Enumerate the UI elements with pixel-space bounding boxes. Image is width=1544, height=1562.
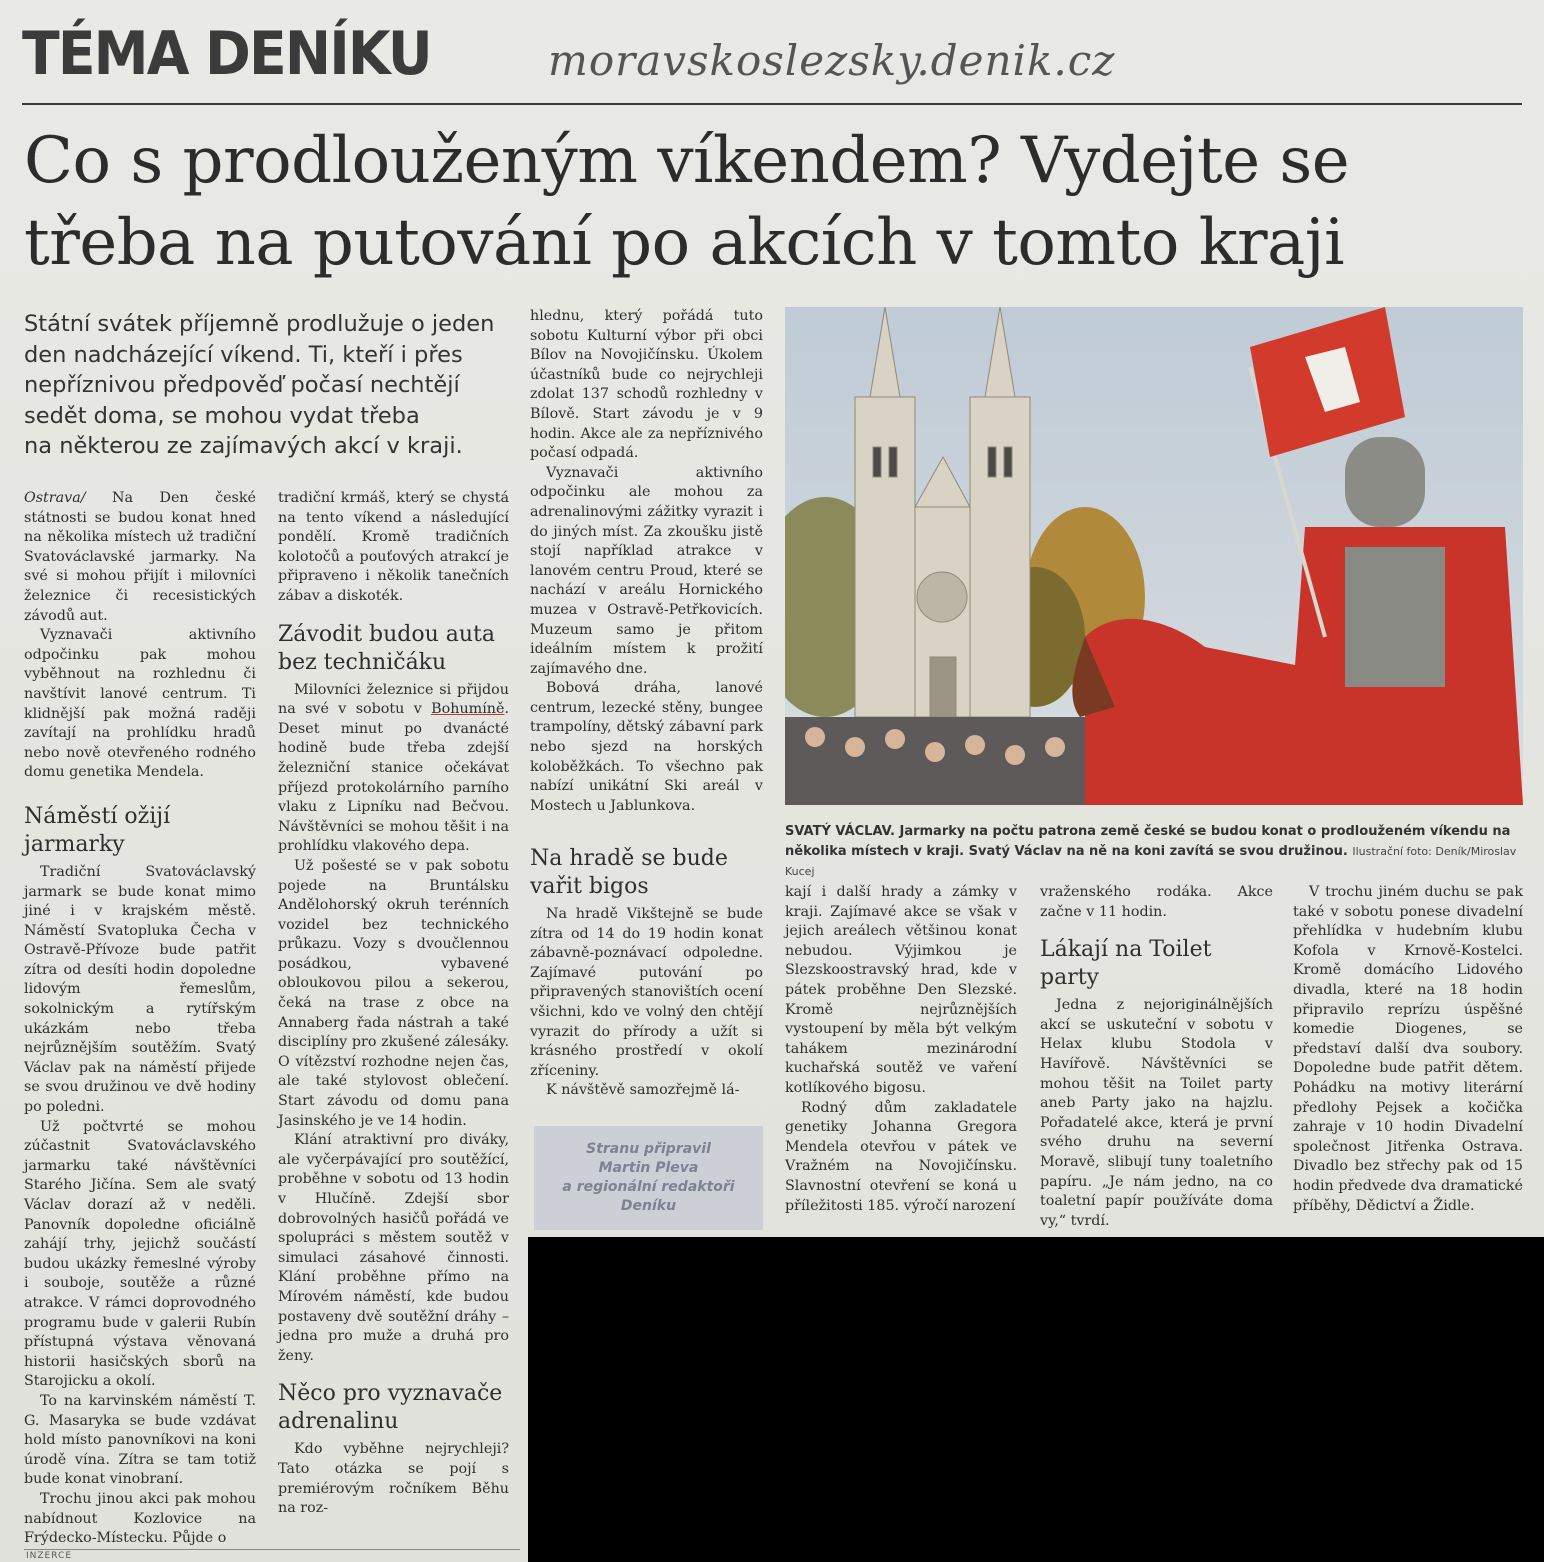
paragraph: To na karvinském náměstí T. G. Masaryka se bude vzdávat hold místo panovníkovi na koni úrodě vína. Zítra se tam totiž bude konat vinobraní. (24, 1392, 256, 1488)
paragraph: Už počtvrté se mohou zúčastnit Svatováclavského jarmarku také návštěvníci Starého Jičína. Sem ale svatý Václav dorazí až v neděli. Panovník dopoledne oficiálně zahájí trhy, jejichž součástí budou ukázky řemeslné výroby i souboje, soutěže a různé atrakce. V rámci doprovodného programu bude v galerii Rubín přístupná výstava věnovaná historii hasičských sborů na Starojicku a okolí. (24, 1118, 256, 1390)
article-column-4 (785, 883, 1017, 1216)
paragraph: K návštěvě samozřejmě lá- (546, 1082, 740, 1099)
paragraph-text: Na Den české státnosti se budou konat hned na několika místech už tradiční Svatováclavské jarmarky. Na své si mohou přijít i milovníci železnice či recesistických závodů aut. (24, 490, 256, 624)
paragraph: Vyznavači aktivního odpočinku ale mohou za adrenalinovými zážitky vyrazit i do jiných míst. Za zkoušku jistě stojí například atrakce v lanovém centru Proud, které se nachází v areálu Hornického muzea v Ostravě-Petřkovicích. Muzeum samo je přitom ideálním místem k prožití zajímavého dne. (530, 464, 763, 677)
editor-line: Martin Pleva (598, 1160, 699, 1176)
paragraph: Tradiční Svatováclavský jarmark se bude konat mimo jiné i v krajském městě. Náměstí Svatopluka Čecha v Ostravě-Přívoze bude patřit zítra od desíti hodin dopoledne lidovým řemeslům, sokolnickým a rytířským ukázkám nebo třeba nejrůznějším soutěžím. Svatý Václav pak na náměstí přijede se svou družinou ve dvě hodiny po poledni. (24, 863, 256, 1116)
article-column-5 (1040, 883, 1273, 1231)
paragraph: kají i další hrady a zámky v kraji. Zajímavé akce se však v jejich areálech většinou konat nebudou. Výjimkou je Slezskoostravský hrad, kde v pátek proběhne Den Slezské. Kromě nejrůznějších vystoupení by měla být velkým tahákem mezinárodní kuchařská soutěž ve vaření kotlíkového bigosu. (785, 884, 1017, 1096)
paragraph-text: Milovníci železnice si přijdou na své v sobotu v (278, 681, 509, 718)
headline-line-1: Co s prodlouženým víkendem? Vydejte se (24, 124, 1350, 198)
subheading: Závodit budou auta bez techničáku (278, 621, 496, 675)
lead-line: sedět doma, se mohou vydat třeba (24, 402, 420, 429)
photo-credit: Ilustrační foto: Deník/Miroslav Kucej (785, 845, 1517, 878)
subheading: Náměstí ožijí jarmarky (24, 803, 171, 857)
paragraph: Už pošesté se v pak sobotu pojede na Bruntálsku Andělohorský okruh terénních vozidel bez technického průkazu. Vozy s dvoučlennou posádkou, vybavené obloukovou pilou a sekerou, čeká na trase z obce na Annaberg řada nástrah a také disciplíny pro zkušené zálesáky. O vítězství rozhodne nejen čas, ale také stylovost oblečení. Start závodu od domu pana Jasinského je ve 14 hodin. (278, 857, 509, 1129)
paragraph: V trochu jiném duchu se pak také v sobotu ponese divadelní přehlídka v hudebním klubu Kofola v Krnově-Kostelci. Kromě domácího Lidového divadla, které na 18 hodin připravilo reprízu úspěšné komedie Diogenes, se představí další dva soubory. Dopoledne bude patřit dětem. Pohádku na motivy literární předlohy Pejsek a kočička zahraje v 10 hodin Divadelní společnost Jitřenka Ostrava. Divadlo bez střechy pak od 15 hodin předvede dva dramatické příběhy, Dědictví a Židle. (1293, 884, 1523, 1214)
paragraph: Trochu jinou akci pak mohou nabídnout Kozlovice na Frýdecko-Místecku. Půjde o (24, 1490, 256, 1547)
paragraph: Kdo vyběhne nejrychleji? Tato otázka se pojí s premiérovým ročníkem Běhu na roz- (278, 1441, 509, 1517)
header-rule (22, 103, 1522, 105)
paragraph: Vyznavači aktivního odpočinku pak mohou vyběhnout na rozhlednu či navštívit lanové centrum. Ti klidnější pak možná raději zavítají na prohlídku hradů nebo nově otevřeného rodného domu genetika Mendela. (24, 627, 256, 781)
paragraph (278, 681, 509, 857)
article-column-3 (530, 307, 763, 816)
paragraph: Klání atraktivní pro diváky, ale vyčerpávající pro soutěžící, proběhne v sobotu od 13 hodin v Hlučíně. Zdejší sbor dobrovolných hasičů pořádá ve spolupráci s městem soutěž v simulaci zásahové činnosti. Klání proběhne přímo na Mírovém náměstí, kde budou postaveny dvě soutěžní dráhy – jedna pro muže a druhá pro ženy. (278, 1132, 509, 1364)
paragraph: vraženského rodáka. Akce začne v 11 hodin. (1040, 884, 1273, 920)
paragraph (24, 489, 256, 626)
paragraph: Rodný dům zakladatele genetiky Johanna Gregora Mendela otevřou v pátek ve Vražném na Novojičínsku. Slavnostní otevření se koná u příležitosti 185. výročí narození (785, 1099, 1017, 1214)
paragraph: tradiční krmáš, který se chystá na tento víkend a následující pondělí. Kromě tradičních kolotočů a pouťových atrakcí je připraveno i několik tanečních zábav a diskoték. (278, 490, 509, 604)
editor-line: Deníku (620, 1198, 677, 1214)
subheading: Na hradě se bude vařit bigos (530, 846, 728, 899)
paragraph: Jedna z nejoriginálnějších akcí se uskuteční v sobotu v Helax klubu Stodola v Havířově. Návštěvníci se mohou těšit na Toilet party aneb Party jako na hajzlu. Pořadatelé akce, která je první svého druhu na severní Moravě, slibují tuny toaletního papíru. „Je nám jedno, na co toaletní papír používáte doma vy,“ tvrdí. (1040, 997, 1273, 1229)
lead-line: na některou ze zajímavých akcí v kraji. (24, 433, 463, 459)
subheading: Lákají na Toilet party (1040, 937, 1212, 991)
footer-rule (24, 1549, 520, 1550)
headline-line-2: třeba na putování po akcích v tomto kraji (24, 206, 1345, 280)
lead-line: Státní svátek příjemně prodlužuje o jeden (24, 311, 495, 337)
caption-text: Jarmarky na počtu patrona země české se budou konat o prodlouženém víkendu na několika místech v kraji. Svatý Václav na ně na koni zavítá se svou družinou. (785, 824, 1511, 859)
headline (24, 120, 1524, 284)
paragraph: hlednu, který pořádá tuto sobotu Kulturní výbor při obci Bílov na Novojičínsku. Úkolem účastníků bude co nejrychleji zdolat 137 schodů rozhledny v Bílově. Start závodu je v 9 hodin. Akce ale za nepříznivého počasí odpadá. (530, 308, 763, 462)
caption-title: SVATÝ VÁCLAV. (785, 824, 895, 839)
site-url: moravskoslezsky.denik.cz (548, 36, 1116, 85)
editor-line: Stranu připravil (586, 1141, 711, 1157)
lead-paragraph (24, 309, 514, 462)
photo-illustration (785, 307, 1523, 805)
dateline: Ostrava/ (24, 490, 86, 506)
knight-helmet (1345, 437, 1425, 527)
article-column-1 (24, 489, 256, 1549)
photo-svaty-vaclav (785, 307, 1523, 805)
section-label: TÉMA DENÍKU (22, 19, 431, 89)
paragraph: Na hradě Vikštejně se bude zítra od 14 do 19 hodin konat zábavně-poznávací odpoledne. Zajímavé putování po připravených stanovištích ocení všichni, kdo ve volný den chtějí vyrazit do přírody a užít si krásného prostředí v okolí zříceniny. (530, 906, 763, 1079)
redacted-area (528, 1237, 1544, 1562)
editor-credit-box (534, 1126, 763, 1230)
subheading: Něco pro vyznavače adrenalinu (278, 1381, 503, 1435)
paragraph-text: . Deset minut po dvanácté hodině bude třeba zdejší železniční stanice očekávat příjezd protokolárního parního vlaku z Lipníku nad Bečvou. Návštěvníci se mohou těšit i na prohlídku vlakového depa. (278, 701, 509, 855)
lead-line: den nadcházející víkend. Ti, kteří i přes (24, 341, 463, 368)
paragraph: Bobová dráha, lanové centrum, lezecké stěny, bungee trampolíny, dětský zábavní park nebo sjezd na horských koloběžkách. To všechno pak nabízí unikátní Ski areál v Mostech u Jablunkova. (530, 680, 763, 814)
editor-line: a regionální redaktoři (562, 1179, 735, 1195)
lead-line: nepříznivou předpověď počasí nechtějí (24, 372, 460, 398)
article-column-6 (1293, 883, 1523, 1216)
place-name: Bohumíně (431, 701, 505, 718)
article-column-2 (278, 489, 509, 1519)
photo-caption (785, 822, 1523, 882)
advertisement-label: INZERCE (26, 1551, 73, 1561)
article-column-3-lower (530, 845, 763, 1101)
